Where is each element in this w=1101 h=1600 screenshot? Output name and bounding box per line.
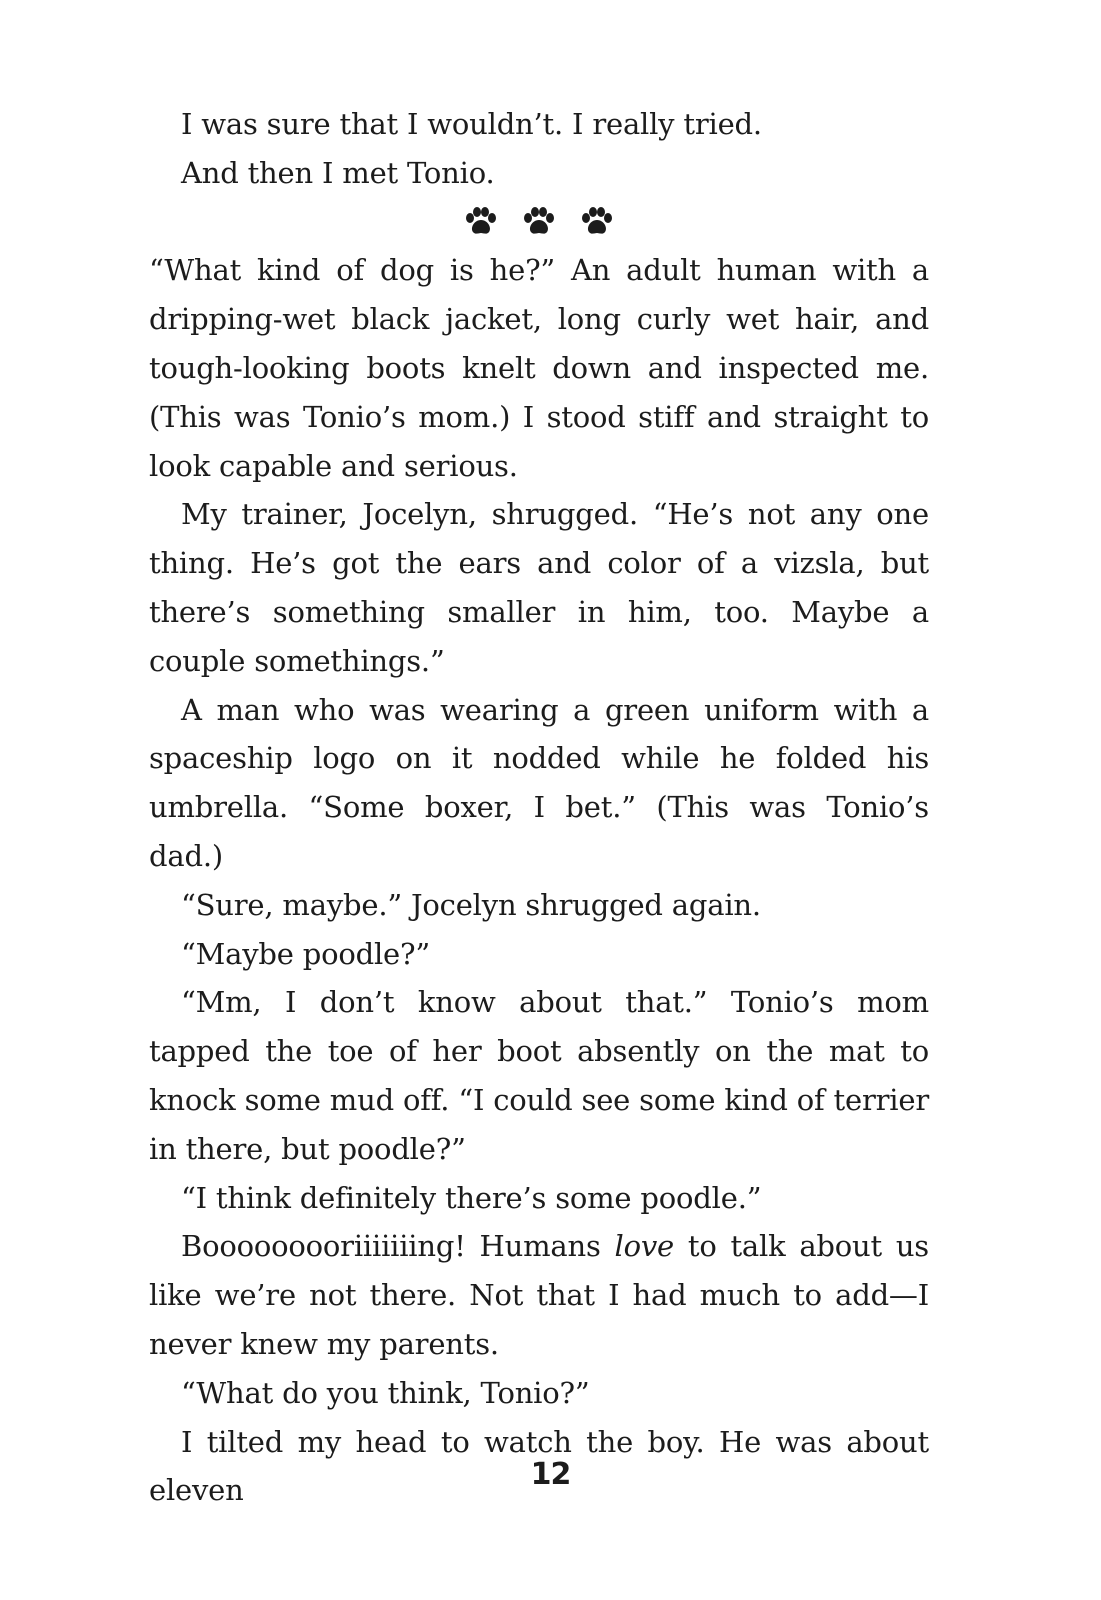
- paragraph: “Mm, I don’t know about that.” Tonio’s mom tapped the toe of her boot absently on the mat to knock some mud off. “I could see some kind of terrier in there, but poodle?”: [149, 985, 929, 1166]
- paragraph: “Maybe poodle?”: [181, 936, 430, 971]
- section-break: [149, 198, 929, 247]
- paragraph: My trainer, Jocelyn, shrugged. “He’s not any one thing. He’s got the ears and color of a vizsla, but there’s something smaller in him, too. Maybe a couple somethings.”: [149, 497, 929, 678]
- paragraph: A man who was wearing a green uniform with a spaceship logo on it nodded while he folded his umbrella. “Some boxer, I bet.” (This was Tonio’s dad.): [149, 692, 929, 873]
- paragraph: [149, 1222, 929, 1368]
- emphasized-word: love: [614, 1229, 675, 1264]
- paragraph: And then I met Tonio.: [181, 155, 495, 190]
- paragraph: “What kind of dog is he?” An adult human with a dripping-wet black jacket, long curly wet hair, and tough-looking boots knelt down and inspected me. (This was Tonio’s mom.) I stood stiff and straight to look capable and serious.: [149, 253, 929, 483]
- paragraph-text: Booooooooriiiiiiing! Humans: [181, 1229, 615, 1264]
- paw-icon: [580, 207, 614, 237]
- paw-icon: [464, 207, 498, 237]
- page-text: [149, 100, 929, 1515]
- paw-icon: [522, 207, 556, 237]
- paragraph-text: to talk about us like we’re not there. Not that I had much to add—I never knew my parents.: [149, 1229, 929, 1361]
- paragraph: I was sure that I wouldn’t. I really tried.: [181, 107, 762, 141]
- paragraph: “I think definitely there’s some poodle.”: [181, 1180, 762, 1215]
- page-number: 12: [530, 1457, 571, 1492]
- paragraph: “What do you think, Tonio?”: [181, 1375, 590, 1410]
- paragraph: I tilted my head to watch the boy. He was about eleven: [149, 1424, 929, 1508]
- paragraph: “Sure, maybe.” Jocelyn shrugged again.: [181, 887, 761, 922]
